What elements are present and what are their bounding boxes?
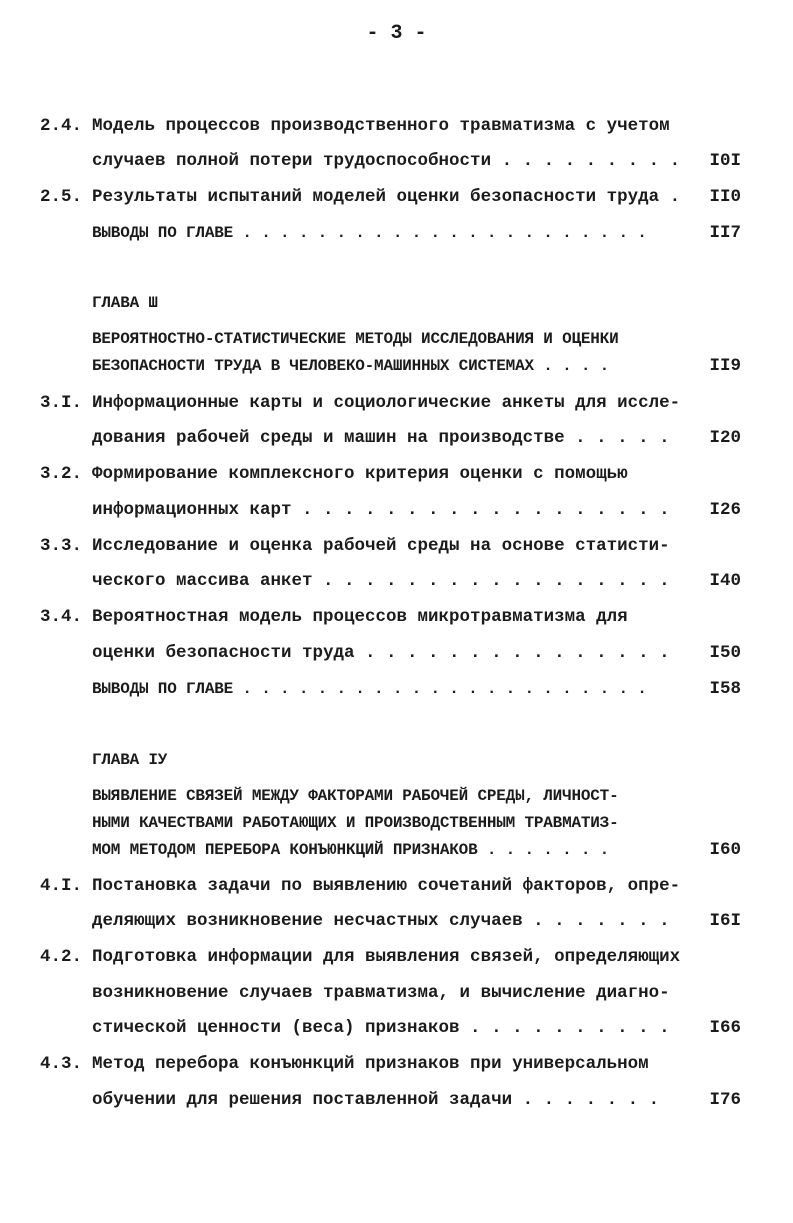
chapter-heading: ГЛАВА IУ	[92, 751, 168, 769]
entry-number: 2.5.	[40, 187, 83, 207]
entry-title: Вероятностная модель процессов микротравматизма для	[92, 607, 628, 627]
entry-number: 4.I.	[40, 876, 83, 896]
entry-number: 3.I.	[40, 393, 83, 413]
entry-number: 3.3.	[40, 536, 83, 556]
entry-page: I58	[709, 679, 741, 699]
entry-page: II0	[709, 187, 741, 207]
entry-page: I0I	[709, 151, 741, 171]
entry-number: 4.2.	[40, 947, 83, 967]
entry-page: I50	[709, 643, 741, 663]
entry-page: I6I	[709, 911, 741, 931]
entry-title: Подготовка информации для выявления связей, определяющих	[92, 947, 681, 967]
entry-title: информационных карт . . . . . . . . . . . . . . . . . .	[92, 500, 670, 520]
entry-title: деляющих возникновение несчастных случаев . . . . . . .	[92, 911, 670, 931]
entry-page: I40	[709, 571, 741, 591]
entry-title: обучении для решения поставленной задачи . . . . . . .	[92, 1090, 660, 1110]
entry-page: II7	[709, 223, 741, 243]
entry-title: Исследование и оценка рабочей среды на основе статисти-	[92, 536, 670, 556]
entry-number: 4.3.	[40, 1054, 83, 1074]
entry-page: I20	[709, 428, 741, 448]
entry-page: II9	[709, 356, 741, 376]
entry-title: ческого массива анкет . . . . . . . . . . . . . . . . .	[92, 571, 670, 591]
entry-title: дования рабочей среды и машин на производстве . . . . .	[92, 428, 670, 448]
entry-title: Модель процессов производственного травматизма с учетом	[92, 116, 670, 136]
entry-page: I66	[709, 1018, 741, 1038]
entry-title: стической ценности (веса) признаков . . . . . . . . . .	[92, 1018, 670, 1038]
entry-title: случаев полной потери трудоспособности . . . . . . . . .	[92, 151, 681, 171]
chapter-title: НЫМИ КАЧЕСТВАМИ РАБОТАЮЩИХ И ПРОИЗВОДСТВЕННЫМ ТРАВМАТИЗ-	[92, 814, 619, 832]
entry-title: Информационные карты и социологические анкеты для иссле-	[92, 393, 681, 413]
page-number: - 3 -	[366, 22, 427, 45]
entry-title: оценки безопасности труда . . . . . . . . . . . . . . .	[92, 643, 670, 663]
conclusions-label: ВЫВОДЫ ПО ГЛАВЕ . . . . . . . . . . . . . . . . . . . . . .	[92, 224, 647, 242]
entry-page: I60	[709, 840, 741, 860]
chapter-title: БЕЗОПАСНОСТИ ТРУДА В ЧЕЛОВЕКО-МАШИННЫХ СИСТЕМАХ . . . .	[92, 357, 610, 375]
entry-page: I26	[709, 500, 741, 520]
entry-title: Результаты испытаний моделей оценки безопасности труда .	[92, 187, 681, 207]
entry-page: I76	[709, 1090, 741, 1110]
entry-title: Метод перебора конъюнкций признаков при универсальном	[92, 1054, 649, 1074]
chapter-title: МОМ МЕТОДОМ ПЕРЕБОРА КОНЪЮНКЦИЙ ПРИЗНАКОВ . . . . . . .	[92, 841, 610, 859]
chapter-heading: ГЛАВА Ш	[92, 294, 158, 312]
chapter-title: ВЕРОЯТНОСТНО-СТАТИСТИЧЕСКИЕ МЕТОДЫ ИССЛЕДОВАНИЯ И ОЦЕНКИ	[92, 330, 619, 348]
entry-number: 2.4.	[40, 116, 83, 136]
entry-number: 3.4.	[40, 607, 83, 627]
entry-title: Постановка задачи по выявлению сочетаний факторов, опре-	[92, 876, 681, 896]
entry-title: Формирование комплексного критерия оценки с помощью	[92, 464, 628, 484]
entry-title: возникновение случаев травматизма, и вычисление диагно-	[92, 983, 670, 1003]
entry-number: 3.2.	[40, 464, 83, 484]
conclusions-label: ВЫВОДЫ ПО ГЛАВЕ . . . . . . . . . . . . . . . . . . . . . .	[92, 680, 647, 698]
chapter-title: ВЫЯВЛЕНИЕ СВЯЗЕЙ МЕЖДУ ФАКТОРАМИ РАБОЧЕЙ СРЕДЫ, ЛИЧНОСТ-	[92, 787, 619, 805]
